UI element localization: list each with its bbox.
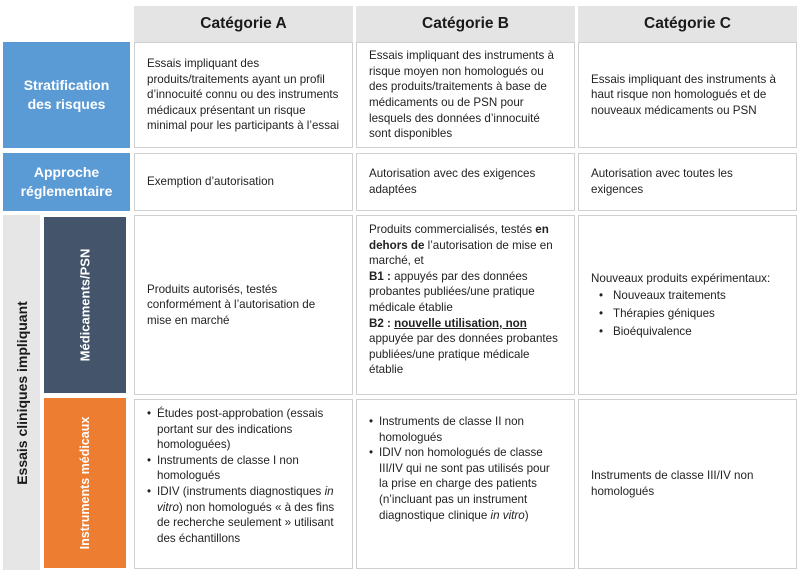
- regulatory-category-a: Exemption d’autorisation: [134, 153, 353, 211]
- risk-category-b: Essais impliquant des instruments à risque moyen non homologués ou des produits/traitements à base de médicaments ou de PSN pour lesquels des données d’innocuité sont disponibles: [356, 42, 575, 148]
- row-label-devices: [44, 398, 126, 568]
- list-item: • Instruments de classe I non homologués: [147, 453, 340, 484]
- drugs-category-c: [578, 215, 797, 395]
- devices-category-c: Instruments de classe III/IV non homologués: [578, 399, 797, 569]
- list-item: • Nouveaux traitements: [599, 288, 784, 304]
- row-label-risk-stratification: Stratification des risques: [3, 42, 130, 148]
- devices-category-b: [356, 399, 575, 569]
- list-item: • IDIV non homologués de classe III/IV qui ne sont pas utilisés pour la prise en charge des patients (n’incluant pas un instrument diagnostique clinique in vitro): [369, 445, 562, 523]
- side-label-text: Essais cliniques impliquant: [13, 300, 30, 485]
- devices-a-list: [147, 406, 340, 546]
- drugs-c-list: [599, 286, 784, 339]
- regulatory-category-b: Autorisation avec des exigences adaptées: [356, 153, 575, 211]
- row-label-drugs: [44, 217, 126, 393]
- devices-category-a: [134, 399, 353, 569]
- header-category-b: Catégorie B: [356, 6, 575, 42]
- side-label-clinical-trials: [3, 215, 40, 570]
- list-item: • Études post-approbation (essais portant sur des indications homologuées): [147, 406, 340, 453]
- drugs-c-intro: Nouveaux produits expérimentaux:: [591, 271, 771, 285]
- list-item: • Bioéquivalence: [599, 324, 784, 340]
- drugs-category-a: Produits autorisés, testés conformément à l’autorisation de mise en marché: [134, 215, 353, 395]
- list-item: • Instruments de classe II non homologués: [369, 414, 562, 445]
- header-category-a: Catégorie A: [134, 6, 353, 42]
- header-category-c: Catégorie C: [578, 6, 797, 42]
- drugs-category-b: [356, 215, 575, 395]
- row-label-regulatory-approach: Approche réglementaire: [3, 153, 130, 211]
- row-label-drugs-text: Médicaments/PSN: [77, 248, 93, 362]
- row-label-devices-text: Instruments médicaux: [78, 416, 92, 550]
- risk-category-a: Essais impliquant des produits/traitements ayant un profil d’innocuité connu ou des instruments médicaux présentant un risque minimal pour les participants à l’essai: [134, 42, 353, 148]
- drugs-b-b2: B2 : nouvelle utilisation, non appuyée par des données probantes publiées/une pratique médicale établie: [369, 316, 558, 377]
- devices-b-list: [369, 414, 562, 523]
- list-item: • IDIV (instruments diagnostiques in vitro) non homologués « à des fins de recherche seulement » utilisant des échantillons: [147, 484, 340, 546]
- risk-category-c: Essais impliquant des instruments à haut risque non homologués et de nouveaux médicaments ou PSN: [578, 42, 797, 148]
- regulatory-category-c: Autorisation avec toutes les exigences: [578, 153, 797, 211]
- drugs-b-b1: B1 : appuyés par des données probantes publiées/une pratique médicale établie: [369, 269, 535, 314]
- drugs-b-intro: Produits commercialisés, testés en dehors de l’autorisation de mise en marché, et: [369, 223, 553, 268]
- list-item: • Thérapies géniques: [599, 306, 784, 322]
